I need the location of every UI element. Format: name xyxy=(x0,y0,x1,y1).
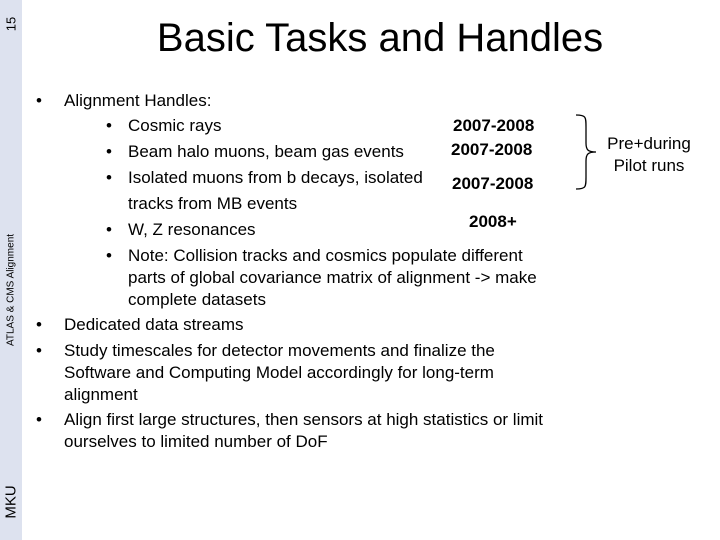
date-beam-halo: 2007-2008 xyxy=(451,140,533,159)
bullet-icon: • xyxy=(36,341,42,360)
bullet-timescales-cont: alignment xyxy=(64,385,138,404)
bullet-icon: • xyxy=(36,315,42,334)
sub-bullet-isolated-cont: tracks from MB events xyxy=(128,194,298,213)
bullet-icon: • xyxy=(106,220,112,239)
sub-bullet-isolated: Isolated muons from b decays, isolated xyxy=(128,168,423,187)
slide-title: Basic Tasks and Handles xyxy=(156,16,604,60)
bullet-dedicated-streams: Dedicated data streams xyxy=(64,315,244,334)
sub-bullet-note: Note: Collision tracks and cosmics populate different xyxy=(128,246,523,265)
run-note-line: Pilot runs xyxy=(613,156,685,175)
bullet-icon: • xyxy=(106,142,112,161)
slide-number: 15 xyxy=(3,16,19,32)
bullet-icon: • xyxy=(106,116,112,135)
sidebar xyxy=(0,0,22,540)
bullet-align-structures-cont: ourselves to limited number of DoF xyxy=(64,432,328,451)
sub-bullet-cosmic: Cosmic rays xyxy=(128,116,222,135)
date-cosmic: 2007-2008 xyxy=(453,116,535,135)
bullet-timescales: Study timescales for detector movements and finalize the xyxy=(64,341,495,360)
bullet-icon: • xyxy=(36,91,42,110)
bullet-icon: • xyxy=(106,168,112,187)
sub-bullet-note-cont: complete datasets xyxy=(128,290,266,309)
run-note-line: Pre+during xyxy=(607,134,691,153)
sub-bullet-beam-halo: Beam halo muons, beam gas events xyxy=(128,142,404,161)
bullet-alignment-handles: Alignment Handles: xyxy=(64,91,212,110)
sub-bullet-wz: W, Z resonances xyxy=(128,220,256,239)
run-note xyxy=(598,133,700,177)
date-isolated: 2007-2008 xyxy=(452,174,534,193)
curly-brace-icon xyxy=(574,113,598,191)
footer-title: ATLAS & CMS Alignment xyxy=(5,233,17,347)
bullet-icon: • xyxy=(36,410,42,429)
bullet-align-structures: Align first large structures, then sensors at high statistics or limit xyxy=(64,410,544,429)
sub-bullet-note-cont: parts of global covariance matrix of alignment -> make xyxy=(128,268,537,287)
bullet-icon: • xyxy=(106,246,112,265)
author-label: MKU xyxy=(2,485,20,519)
date-wz: 2008+ xyxy=(469,212,517,231)
bullet-timescales-cont: Software and Computing Model accordingly for long-term xyxy=(64,363,494,382)
